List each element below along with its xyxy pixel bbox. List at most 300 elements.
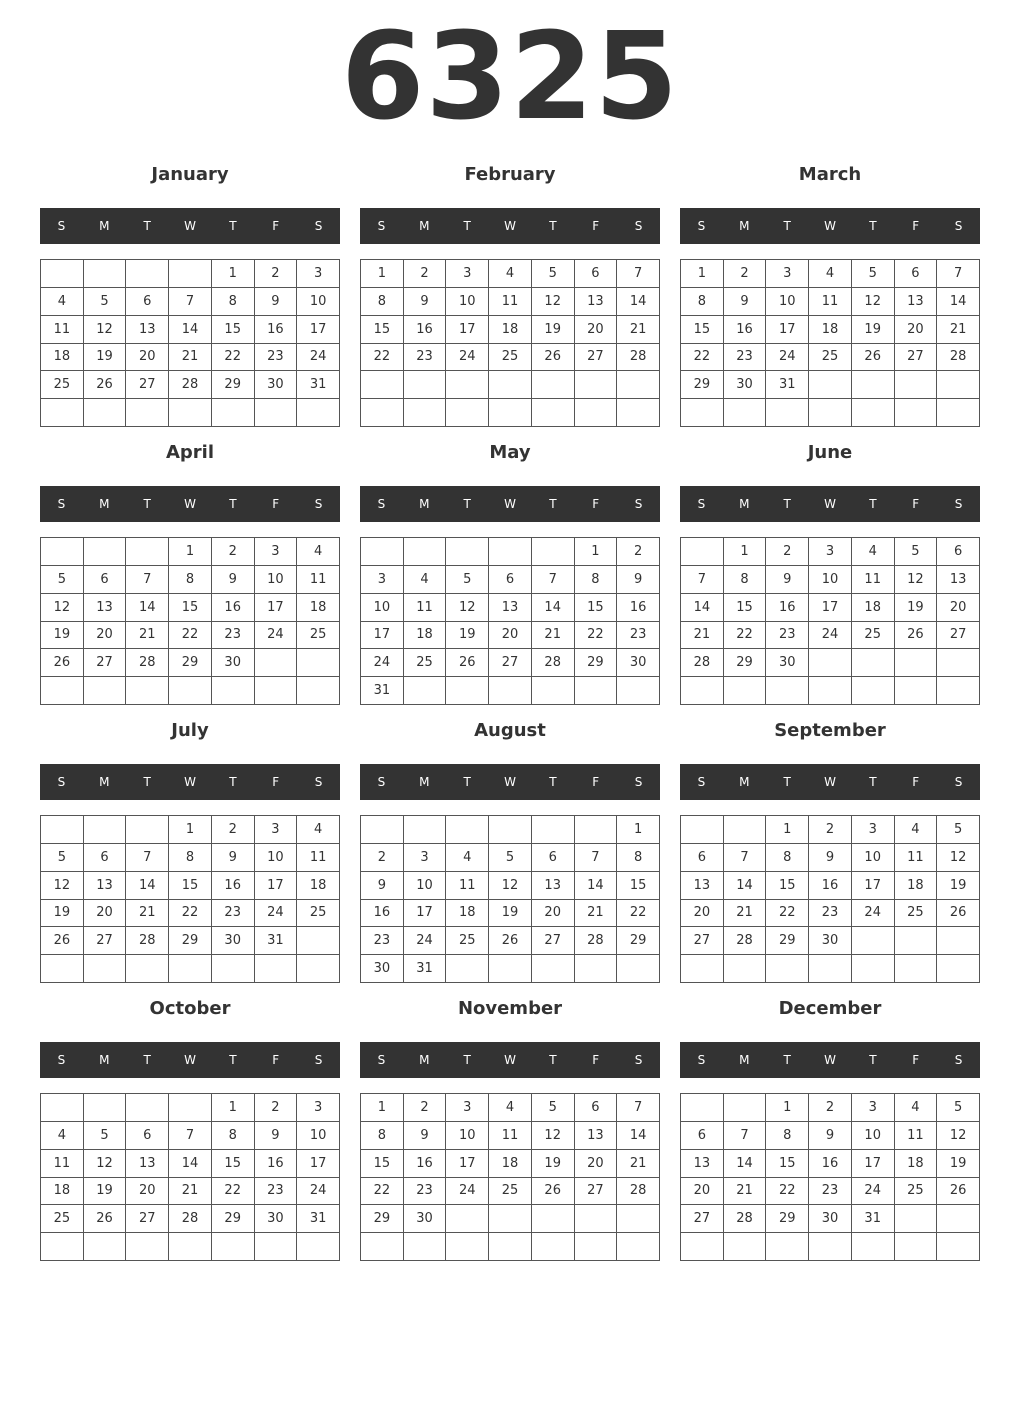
day-cell: 3 [404, 844, 447, 872]
day-cell: 13 [489, 594, 532, 622]
weekday-label: T [869, 1053, 877, 1067]
weekday-label: W [824, 497, 836, 511]
day-cell: 24 [297, 344, 340, 372]
month-name: June [807, 442, 853, 463]
day-cell: 9 [617, 566, 660, 594]
day-cell: 30 [766, 649, 809, 677]
day-grid [360, 815, 660, 983]
day-cell: 1 [766, 816, 809, 844]
day-cell: 8 [169, 566, 212, 594]
day-cell: 30 [255, 1205, 298, 1233]
day-grid [360, 537, 660, 705]
empty-cell [895, 1205, 938, 1233]
day-cell: 29 [681, 371, 724, 399]
day-cell: 11 [895, 1122, 938, 1150]
empty-cell [895, 371, 938, 399]
day-cell: 9 [212, 844, 255, 872]
weekday-label: S [377, 775, 386, 789]
day-cell: 6 [489, 566, 532, 594]
weekday-label: T [549, 1053, 557, 1067]
day-cell: 20 [681, 1178, 724, 1206]
day-cell: 12 [895, 566, 938, 594]
month-name: January [151, 164, 229, 185]
day-cell: 6 [84, 844, 127, 872]
month-name: August [474, 720, 546, 741]
day-cell: 22 [724, 622, 767, 650]
weekday-label: T [549, 219, 557, 233]
weekday-label: T [549, 497, 557, 511]
empty-cell [361, 399, 404, 427]
day-cell: 12 [84, 316, 127, 344]
day-grid [680, 815, 980, 983]
empty-cell [297, 1233, 340, 1261]
day-cell: 10 [297, 1122, 340, 1150]
weekday-label: S [634, 497, 643, 511]
day-cell: 26 [446, 649, 489, 677]
day-cell: 25 [297, 622, 340, 650]
empty-cell [41, 816, 84, 844]
day-cell: 17 [446, 316, 489, 344]
day-cell: 20 [895, 316, 938, 344]
day-cell: 23 [809, 900, 852, 928]
day-cell: 14 [937, 288, 980, 316]
empty-cell [126, 1094, 169, 1122]
weekday-label: W [504, 1053, 516, 1067]
empty-cell [361, 816, 404, 844]
day-cell: 24 [446, 344, 489, 372]
day-cell: 17 [809, 594, 852, 622]
day-cell: 9 [809, 844, 852, 872]
day-cell: 21 [724, 900, 767, 928]
day-cell: 7 [724, 1122, 767, 1150]
day-cell: 1 [766, 1094, 809, 1122]
day-cell: 15 [681, 316, 724, 344]
day-cell: 24 [852, 900, 895, 928]
day-cell: 16 [404, 316, 447, 344]
weekday-header [40, 1042, 340, 1078]
day-cell: 15 [617, 872, 660, 900]
day-cell: 5 [84, 1122, 127, 1150]
day-cell: 3 [361, 566, 404, 594]
day-cell: 18 [852, 594, 895, 622]
day-cell: 13 [937, 566, 980, 594]
empty-cell [532, 955, 575, 983]
weekday-label: F [272, 497, 280, 511]
day-cell: 23 [361, 927, 404, 955]
day-cell: 15 [169, 594, 212, 622]
empty-cell [766, 1233, 809, 1261]
empty-cell [41, 260, 84, 288]
day-cell: 23 [766, 622, 809, 650]
weekday-label: W [184, 219, 196, 233]
empty-cell [361, 371, 404, 399]
empty-cell [532, 1233, 575, 1261]
day-cell: 4 [895, 816, 938, 844]
empty-cell [852, 1233, 895, 1261]
weekday-label: S [57, 497, 66, 511]
day-cell: 18 [404, 622, 447, 650]
day-cell: 12 [41, 872, 84, 900]
day-cell: 6 [126, 1122, 169, 1150]
weekday-label: S [57, 775, 66, 789]
day-cell: 18 [446, 900, 489, 928]
empty-cell [255, 399, 298, 427]
empty-cell [404, 538, 447, 566]
empty-cell [895, 927, 938, 955]
day-cell: 23 [212, 900, 255, 928]
day-cell: 17 [766, 316, 809, 344]
empty-cell [489, 399, 532, 427]
empty-cell [681, 955, 724, 983]
day-cell: 22 [212, 344, 255, 372]
day-cell: 14 [724, 1150, 767, 1178]
day-cell: 25 [404, 649, 447, 677]
day-cell: 27 [575, 344, 618, 372]
day-cell: 1 [617, 816, 660, 844]
empty-cell [41, 1094, 84, 1122]
day-cell: 25 [41, 371, 84, 399]
day-cell: 6 [126, 288, 169, 316]
day-cell: 7 [617, 1094, 660, 1122]
day-cell: 2 [724, 260, 767, 288]
day-cell: 9 [212, 566, 255, 594]
empty-cell [84, 538, 127, 566]
day-cell: 29 [766, 927, 809, 955]
day-cell: 30 [212, 649, 255, 677]
day-cell: 21 [937, 316, 980, 344]
weekday-label: F [592, 1053, 600, 1067]
day-cell: 11 [809, 288, 852, 316]
weekday-header [360, 1042, 660, 1078]
empty-cell [532, 816, 575, 844]
day-cell: 20 [489, 622, 532, 650]
month-name: July [171, 720, 209, 741]
day-cell: 8 [724, 566, 767, 594]
day-cell: 20 [681, 900, 724, 928]
day-cell: 22 [361, 344, 404, 372]
weekday-label: M [99, 497, 110, 511]
empty-cell [575, 371, 618, 399]
day-cell: 2 [617, 538, 660, 566]
empty-cell [489, 677, 532, 705]
empty-cell [852, 371, 895, 399]
empty-cell [84, 399, 127, 427]
day-cell: 26 [41, 927, 84, 955]
weekday-label: S [377, 1053, 386, 1067]
weekday-label: S [314, 219, 323, 233]
day-cell: 10 [852, 844, 895, 872]
weekday-label: T [869, 775, 877, 789]
day-cell: 28 [126, 927, 169, 955]
day-cell: 25 [41, 1205, 84, 1233]
day-cell: 24 [809, 622, 852, 650]
day-cell: 14 [617, 288, 660, 316]
weekday-label: T [229, 219, 237, 233]
day-cell: 23 [404, 1178, 447, 1206]
day-cell: 21 [575, 900, 618, 928]
weekday-label: T [229, 497, 237, 511]
day-cell: 4 [41, 288, 84, 316]
day-cell: 8 [617, 844, 660, 872]
day-cell: 18 [895, 1150, 938, 1178]
weekday-label: S [57, 1053, 66, 1067]
day-cell: 13 [575, 1122, 618, 1150]
day-cell: 18 [297, 594, 340, 622]
day-cell: 9 [724, 288, 767, 316]
empty-cell [681, 677, 724, 705]
empty-cell [532, 1205, 575, 1233]
empty-cell [937, 649, 980, 677]
empty-cell [84, 260, 127, 288]
day-cell: 11 [489, 288, 532, 316]
day-cell: 12 [84, 1150, 127, 1178]
day-cell: 7 [937, 260, 980, 288]
weekday-label: F [592, 775, 600, 789]
day-cell: 29 [766, 1205, 809, 1233]
day-cell: 17 [297, 1150, 340, 1178]
empty-cell [41, 538, 84, 566]
day-cell: 3 [809, 538, 852, 566]
empty-cell [937, 371, 980, 399]
day-cell: 26 [84, 1205, 127, 1233]
weekday-label: T [463, 775, 471, 789]
day-cell: 8 [212, 288, 255, 316]
day-cell: 19 [489, 900, 532, 928]
day-cell: 9 [809, 1122, 852, 1150]
day-cell: 24 [255, 900, 298, 928]
day-cell: 12 [937, 844, 980, 872]
empty-cell [361, 538, 404, 566]
empty-cell [169, 399, 212, 427]
day-cell: 19 [852, 316, 895, 344]
day-cell: 23 [404, 344, 447, 372]
empty-cell [937, 955, 980, 983]
day-cell: 28 [575, 927, 618, 955]
day-cell: 1 [212, 1094, 255, 1122]
empty-cell [937, 1233, 980, 1261]
day-cell: 31 [255, 927, 298, 955]
day-cell: 18 [809, 316, 852, 344]
day-cell: 14 [126, 594, 169, 622]
day-cell: 8 [766, 844, 809, 872]
day-cell: 16 [404, 1150, 447, 1178]
empty-cell [937, 677, 980, 705]
day-cell: 8 [766, 1122, 809, 1150]
day-grid [680, 1093, 980, 1261]
day-cell: 28 [617, 1178, 660, 1206]
day-cell: 1 [169, 816, 212, 844]
day-cell: 24 [446, 1178, 489, 1206]
day-cell: 18 [895, 872, 938, 900]
day-cell: 11 [41, 1150, 84, 1178]
day-cell: 28 [126, 649, 169, 677]
day-cell: 2 [361, 844, 404, 872]
day-cell: 28 [617, 344, 660, 372]
day-cell: 29 [575, 649, 618, 677]
empty-cell [724, 1233, 767, 1261]
day-cell: 12 [532, 288, 575, 316]
day-cell: 2 [404, 1094, 447, 1122]
weekday-label: S [697, 775, 706, 789]
day-cell: 8 [361, 1122, 404, 1150]
day-cell: 2 [809, 816, 852, 844]
day-cell: 31 [361, 677, 404, 705]
day-cell: 13 [681, 872, 724, 900]
day-cell: 28 [724, 1205, 767, 1233]
day-cell: 21 [724, 1178, 767, 1206]
empty-cell [575, 1233, 618, 1261]
weekday-label: T [143, 219, 151, 233]
weekday-label: T [463, 1053, 471, 1067]
weekday-label: S [377, 497, 386, 511]
empty-cell [532, 677, 575, 705]
empty-cell [297, 677, 340, 705]
empty-cell [84, 955, 127, 983]
day-cell: 31 [297, 371, 340, 399]
day-cell: 28 [937, 344, 980, 372]
day-grid [40, 1093, 340, 1261]
day-cell: 19 [937, 872, 980, 900]
day-cell: 21 [617, 316, 660, 344]
weekday-label: T [869, 497, 877, 511]
empty-cell [617, 955, 660, 983]
month-name: May [489, 442, 531, 463]
day-cell: 4 [41, 1122, 84, 1150]
empty-cell [126, 260, 169, 288]
empty-cell [446, 816, 489, 844]
weekday-label: F [592, 219, 600, 233]
weekday-label: F [912, 1053, 920, 1067]
weekday-header [360, 486, 660, 522]
empty-cell [255, 677, 298, 705]
day-cell: 21 [681, 622, 724, 650]
day-cell: 5 [84, 288, 127, 316]
empty-cell [532, 399, 575, 427]
day-grid [680, 259, 980, 427]
day-grid [360, 1093, 660, 1261]
day-cell: 4 [809, 260, 852, 288]
empty-cell [169, 955, 212, 983]
empty-cell [937, 399, 980, 427]
day-cell: 14 [724, 872, 767, 900]
day-cell: 27 [681, 927, 724, 955]
weekday-label: F [912, 219, 920, 233]
weekday-label: S [634, 219, 643, 233]
day-cell: 26 [937, 900, 980, 928]
empty-cell [404, 371, 447, 399]
day-cell: 20 [84, 900, 127, 928]
day-cell: 13 [126, 316, 169, 344]
day-cell: 27 [489, 649, 532, 677]
day-cell: 9 [255, 1122, 298, 1150]
day-cell: 19 [41, 900, 84, 928]
empty-cell [895, 1233, 938, 1261]
weekday-label: M [419, 219, 430, 233]
empty-cell [617, 371, 660, 399]
weekday-label: T [549, 775, 557, 789]
empty-cell [937, 1205, 980, 1233]
day-cell: 6 [681, 1122, 724, 1150]
day-cell: 13 [126, 1150, 169, 1178]
weekday-label: W [824, 219, 836, 233]
day-cell: 21 [617, 1150, 660, 1178]
empty-cell [126, 538, 169, 566]
empty-cell [84, 677, 127, 705]
day-cell: 7 [169, 288, 212, 316]
day-cell: 14 [126, 872, 169, 900]
day-grid [40, 537, 340, 705]
month-name: November [457, 998, 563, 1019]
day-cell: 30 [361, 955, 404, 983]
day-cell: 28 [169, 371, 212, 399]
empty-cell [617, 399, 660, 427]
day-cell: 9 [404, 288, 447, 316]
empty-cell [809, 399, 852, 427]
weekday-label: F [912, 497, 920, 511]
empty-cell [297, 927, 340, 955]
day-cell: 9 [404, 1122, 447, 1150]
day-cell: 29 [724, 649, 767, 677]
empty-cell [84, 1233, 127, 1261]
empty-cell [212, 1233, 255, 1261]
weekday-label: S [954, 775, 963, 789]
day-cell: 17 [852, 1150, 895, 1178]
day-cell: 27 [126, 1205, 169, 1233]
day-cell: 1 [681, 260, 724, 288]
weekday-label: M [739, 497, 750, 511]
day-cell: 19 [532, 316, 575, 344]
weekday-label: S [377, 219, 386, 233]
day-cell: 27 [937, 622, 980, 650]
weekday-label: S [954, 1053, 963, 1067]
day-cell: 8 [681, 288, 724, 316]
day-cell: 20 [937, 594, 980, 622]
day-cell: 1 [361, 1094, 404, 1122]
day-cell: 18 [297, 872, 340, 900]
empty-cell [297, 955, 340, 983]
day-cell: 16 [809, 872, 852, 900]
day-cell: 6 [84, 566, 127, 594]
day-cell: 2 [212, 538, 255, 566]
weekday-label: W [184, 1053, 196, 1067]
weekday-label: F [272, 219, 280, 233]
weekday-label: M [739, 219, 750, 233]
day-cell: 16 [212, 872, 255, 900]
weekday-label: T [143, 775, 151, 789]
day-cell: 12 [489, 872, 532, 900]
day-cell: 19 [41, 622, 84, 650]
empty-cell [212, 399, 255, 427]
weekday-label: W [504, 219, 516, 233]
day-cell: 27 [84, 649, 127, 677]
day-cell: 22 [766, 1178, 809, 1206]
day-cell: 8 [212, 1122, 255, 1150]
weekday-label: F [272, 1053, 280, 1067]
weekday-label: M [739, 775, 750, 789]
weekday-label: M [99, 1053, 110, 1067]
empty-cell [809, 371, 852, 399]
empty-cell [532, 538, 575, 566]
day-cell: 29 [169, 649, 212, 677]
day-cell: 6 [937, 538, 980, 566]
empty-cell [895, 399, 938, 427]
day-cell: 17 [852, 872, 895, 900]
day-cell: 16 [766, 594, 809, 622]
day-cell: 17 [297, 316, 340, 344]
day-cell: 13 [84, 594, 127, 622]
day-cell: 10 [809, 566, 852, 594]
weekday-header [680, 208, 980, 244]
